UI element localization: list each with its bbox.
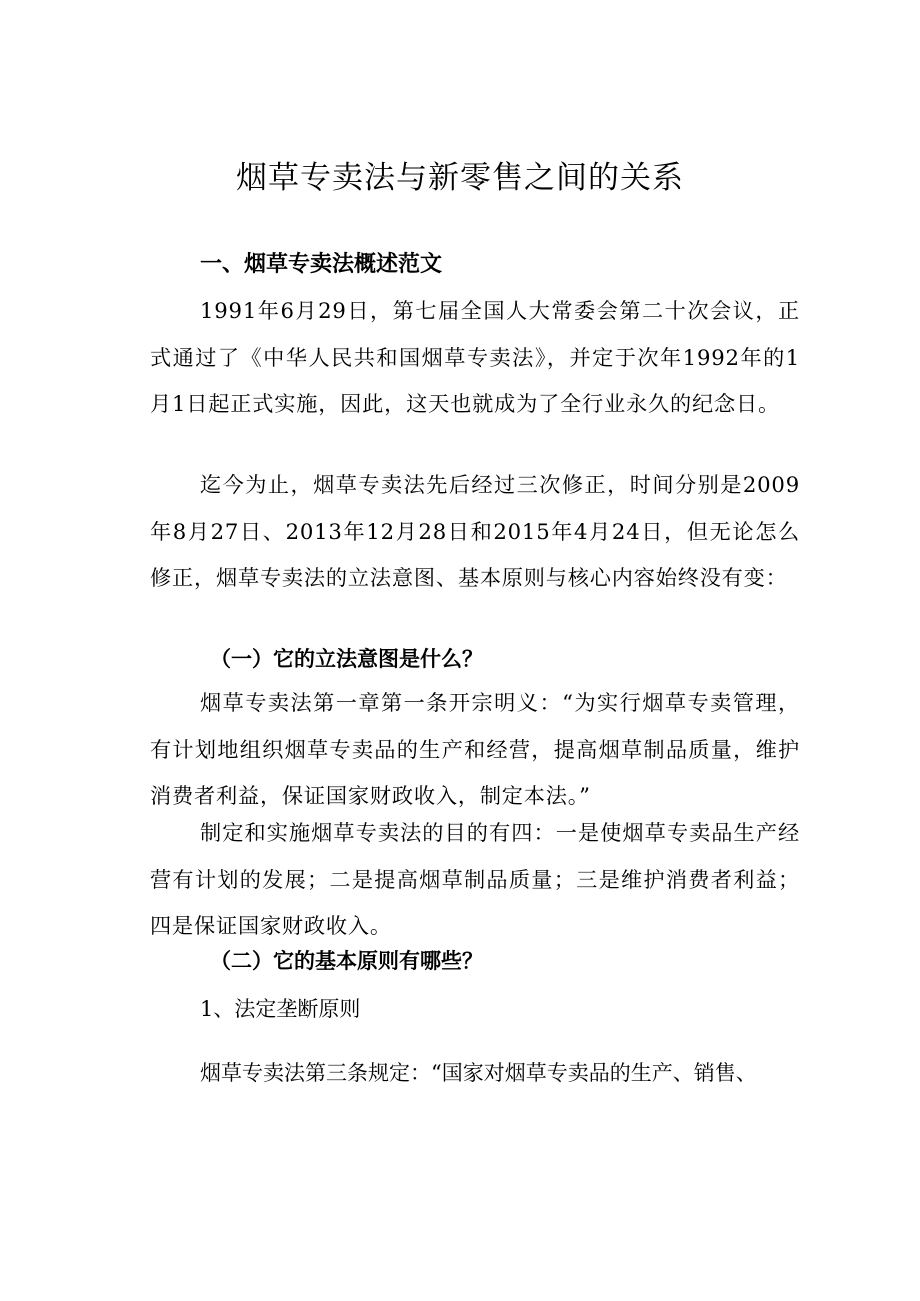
section-heading-overview: 一、烟草专卖法概述范文	[200, 252, 443, 277]
paragraph-article-one: 烟草专卖法第一章第一条开宗明义：“为实行烟草专卖管理，有计划地组织烟草专卖品的生产和经营，提高烟草制品质量，维护消费者利益，保证国家财政收入，制定本法。”	[150, 690, 800, 808]
paragraph-article-three: 烟草专卖法第三条规定：“国家对烟草专卖品的生产、销售、	[200, 1061, 757, 1085]
list-item-statutory-monopoly: 1、法定垄断原则	[200, 997, 361, 1021]
paragraph-four-purposes: 制定和实施烟草专卖法的目的有四：一是使烟草专卖品生产经营有计划的发展；二是提高烟草制品质量；三是维护消费者利益；四是保证国家财政收入。	[150, 820, 800, 938]
paragraph-amendments: 迄今为止，烟草专卖法先后经过三次修正，时间分别是2009年8月27日、2013年12月28日和2015年4月24日，但无论怎么修正，烟草专卖法的立法意图、基本原则与核心内容始终没有变：	[150, 472, 800, 590]
document-title: 烟草专卖法与新零售之间的关系	[236, 160, 684, 196]
subsection-heading-legislative-intent: （一）它的立法意图是什么？	[210, 647, 483, 671]
paragraph-enactment: 1991年6月29日，第七届全国人大常委会第二十次会议，正式通过了《中华人民共和国烟草专卖法》，并定于次年1992年的1月1日起正式实施，因此，这天也就成为了全行业永久的纪念日。	[150, 298, 800, 416]
subsection-heading-basic-principles: （二）它的基本原则有哪些？	[210, 949, 483, 973]
